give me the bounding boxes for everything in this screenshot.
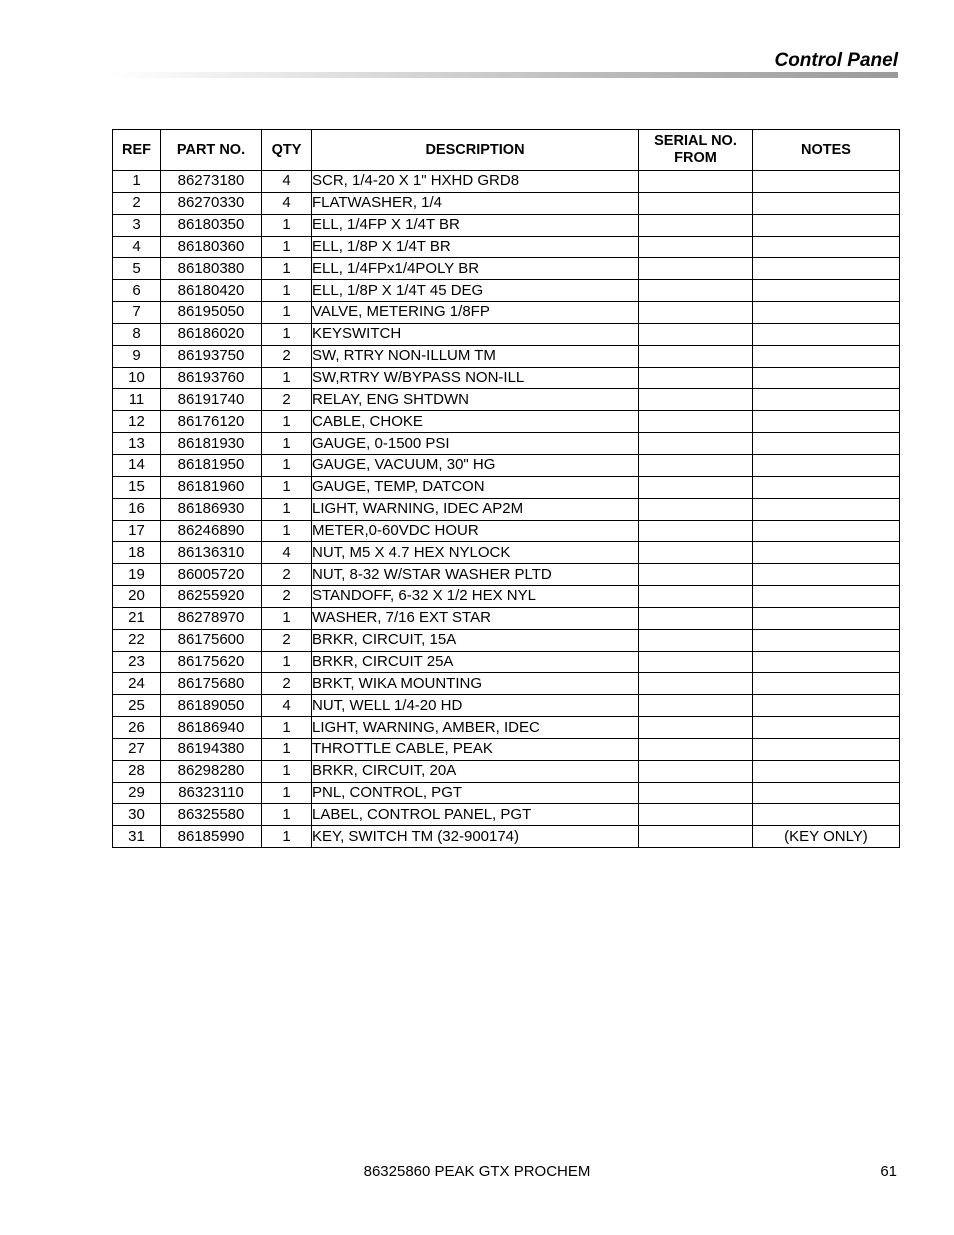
cell-notes bbox=[753, 607, 900, 629]
cell-notes: (KEY ONLY) bbox=[753, 826, 900, 848]
cell-serial-no-from bbox=[639, 192, 753, 214]
cell-notes bbox=[753, 171, 900, 193]
cell-qty: 1 bbox=[262, 454, 312, 476]
cell-description: ELL, 1/8P X 1/4T 45 DEG bbox=[312, 280, 639, 302]
cell-notes bbox=[753, 302, 900, 324]
table-row bbox=[113, 498, 900, 520]
cell-description: LABEL, CONTROL PANEL, PGT bbox=[312, 804, 639, 826]
cell-qty: 4 bbox=[262, 695, 312, 717]
cell-ref: 21 bbox=[113, 607, 161, 629]
cell-description: VALVE, METERING 1/8FP bbox=[312, 302, 639, 324]
table-row bbox=[113, 171, 900, 193]
cell-part-no: 86186930 bbox=[161, 498, 262, 520]
cell-notes bbox=[753, 476, 900, 498]
cell-qty: 4 bbox=[262, 542, 312, 564]
cell-description: SW,RTRY W/BYPASS NON-ILL bbox=[312, 367, 639, 389]
cell-ref: 20 bbox=[113, 586, 161, 608]
cell-ref: 1 bbox=[113, 171, 161, 193]
cell-serial-no-from bbox=[639, 323, 753, 345]
cell-description: NUT, WELL 1/4-20 HD bbox=[312, 695, 639, 717]
cell-serial-no-from bbox=[639, 280, 753, 302]
cell-qty: 2 bbox=[262, 586, 312, 608]
cell-qty: 1 bbox=[262, 302, 312, 324]
cell-ref: 25 bbox=[113, 695, 161, 717]
cell-serial-no-from bbox=[639, 651, 753, 673]
cell-ref: 4 bbox=[113, 236, 161, 258]
table-row bbox=[113, 302, 900, 324]
cell-serial-no-from bbox=[639, 760, 753, 782]
cell-ref: 19 bbox=[113, 564, 161, 586]
cell-part-no: 86181960 bbox=[161, 476, 262, 498]
cell-description: CABLE, CHOKE bbox=[312, 411, 639, 433]
cell-notes bbox=[753, 586, 900, 608]
cell-notes bbox=[753, 192, 900, 214]
cell-description: GAUGE, TEMP, DATCON bbox=[312, 476, 639, 498]
cell-serial-no-from bbox=[639, 433, 753, 455]
cell-qty: 1 bbox=[262, 214, 312, 236]
cell-qty: 4 bbox=[262, 171, 312, 193]
cell-qty: 1 bbox=[262, 476, 312, 498]
cell-serial-no-from bbox=[639, 695, 753, 717]
cell-notes bbox=[753, 433, 900, 455]
cell-serial-no-from bbox=[639, 236, 753, 258]
cell-ref: 2 bbox=[113, 192, 161, 214]
cell-description: ELL, 1/4FPx1/4POLY BR bbox=[312, 258, 639, 280]
cell-serial-no-from bbox=[639, 717, 753, 739]
table-row bbox=[113, 717, 900, 739]
cell-description: STANDOFF, 6-32 X 1/2 HEX NYL bbox=[312, 586, 639, 608]
cell-notes bbox=[753, 498, 900, 520]
cell-serial-no-from bbox=[639, 214, 753, 236]
cell-ref: 23 bbox=[113, 651, 161, 673]
cell-part-no: 86194380 bbox=[161, 738, 262, 760]
cell-qty: 2 bbox=[262, 389, 312, 411]
cell-description: METER,0-60VDC HOUR bbox=[312, 520, 639, 542]
table-row bbox=[113, 323, 900, 345]
cell-part-no: 86186020 bbox=[161, 323, 262, 345]
cell-qty: 1 bbox=[262, 607, 312, 629]
cell-part-no: 86181950 bbox=[161, 454, 262, 476]
table-row bbox=[113, 586, 900, 608]
header-description: DESCRIPTION bbox=[312, 130, 639, 171]
cell-description: FLATWASHER, 1/4 bbox=[312, 192, 639, 214]
table-row bbox=[113, 738, 900, 760]
cell-qty: 1 bbox=[262, 498, 312, 520]
cell-serial-no-from bbox=[639, 607, 753, 629]
cell-ref: 16 bbox=[113, 498, 161, 520]
cell-ref: 7 bbox=[113, 302, 161, 324]
cell-serial-no-from bbox=[639, 804, 753, 826]
header-qty: QTY bbox=[262, 130, 312, 171]
cell-description: SW, RTRY NON-ILLUM TM bbox=[312, 345, 639, 367]
table-row bbox=[113, 782, 900, 804]
cell-qty: 1 bbox=[262, 280, 312, 302]
cell-serial-no-from bbox=[639, 454, 753, 476]
cell-serial-no-from bbox=[639, 367, 753, 389]
cell-part-no: 86180360 bbox=[161, 236, 262, 258]
cell-serial-no-from bbox=[639, 738, 753, 760]
cell-description: KEY, SWITCH TM (32-900174) bbox=[312, 826, 639, 848]
cell-ref: 27 bbox=[113, 738, 161, 760]
cell-serial-no-from bbox=[639, 498, 753, 520]
cell-description: BRKT, WIKA MOUNTING bbox=[312, 673, 639, 695]
cell-notes bbox=[753, 411, 900, 433]
cell-notes bbox=[753, 629, 900, 651]
cell-part-no: 86180350 bbox=[161, 214, 262, 236]
cell-part-no: 86325580 bbox=[161, 804, 262, 826]
cell-part-no: 86278970 bbox=[161, 607, 262, 629]
cell-qty: 1 bbox=[262, 717, 312, 739]
cell-description: KEYSWITCH bbox=[312, 323, 639, 345]
cell-description: ELL, 1/4FP X 1/4T BR bbox=[312, 214, 639, 236]
cell-notes bbox=[753, 280, 900, 302]
cell-qty: 1 bbox=[262, 782, 312, 804]
cell-notes bbox=[753, 542, 900, 564]
cell-ref: 31 bbox=[113, 826, 161, 848]
cell-part-no: 86175600 bbox=[161, 629, 262, 651]
cell-part-no: 86270330 bbox=[161, 192, 262, 214]
cell-serial-no-from bbox=[639, 586, 753, 608]
cell-qty: 1 bbox=[262, 760, 312, 782]
cell-serial-no-from bbox=[639, 171, 753, 193]
cell-part-no: 86175620 bbox=[161, 651, 262, 673]
cell-part-no: 86298280 bbox=[161, 760, 262, 782]
cell-qty: 1 bbox=[262, 236, 312, 258]
cell-part-no: 86191740 bbox=[161, 389, 262, 411]
cell-part-no: 86246890 bbox=[161, 520, 262, 542]
cell-description: LIGHT, WARNING, AMBER, IDEC bbox=[312, 717, 639, 739]
cell-description: NUT, 8-32 W/STAR WASHER PLTD bbox=[312, 564, 639, 586]
cell-ref: 8 bbox=[113, 323, 161, 345]
header-notes: NOTES bbox=[753, 130, 900, 171]
cell-notes bbox=[753, 651, 900, 673]
cell-description: RELAY, ENG SHTDWN bbox=[312, 389, 639, 411]
header-row bbox=[113, 130, 900, 171]
table-row bbox=[113, 520, 900, 542]
cell-qty: 2 bbox=[262, 564, 312, 586]
cell-part-no: 86273180 bbox=[161, 171, 262, 193]
cell-notes bbox=[753, 367, 900, 389]
cell-qty: 2 bbox=[262, 629, 312, 651]
cell-ref: 6 bbox=[113, 280, 161, 302]
table-row bbox=[113, 607, 900, 629]
cell-qty: 1 bbox=[262, 651, 312, 673]
cell-part-no: 86255920 bbox=[161, 586, 262, 608]
cell-description: BRKR, CIRCUIT, 20A bbox=[312, 760, 639, 782]
cell-qty: 1 bbox=[262, 367, 312, 389]
table-row bbox=[113, 695, 900, 717]
cell-serial-no-from bbox=[639, 258, 753, 280]
cell-serial-no-from bbox=[639, 826, 753, 848]
cell-ref: 3 bbox=[113, 214, 161, 236]
cell-ref: 12 bbox=[113, 411, 161, 433]
cell-serial-no-from bbox=[639, 411, 753, 433]
cell-description: NUT, M5 X 4.7 HEX NYLOCK bbox=[312, 542, 639, 564]
parts-table bbox=[112, 129, 900, 848]
cell-serial-no-from bbox=[639, 389, 753, 411]
table-row bbox=[113, 476, 900, 498]
cell-description: THROTTLE CABLE, PEAK bbox=[312, 738, 639, 760]
cell-serial-no-from bbox=[639, 629, 753, 651]
header-part-no: PART NO. bbox=[161, 130, 262, 171]
cell-qty: 4 bbox=[262, 192, 312, 214]
cell-ref: 22 bbox=[113, 629, 161, 651]
cell-ref: 9 bbox=[113, 345, 161, 367]
cell-ref: 10 bbox=[113, 367, 161, 389]
table-row bbox=[113, 804, 900, 826]
cell-part-no: 86195050 bbox=[161, 302, 262, 324]
cell-description: SCR, 1/4-20 X 1" HXHD GRD8 bbox=[312, 171, 639, 193]
cell-description: GAUGE, VACUUM, 30" HG bbox=[312, 454, 639, 476]
table-row bbox=[113, 542, 900, 564]
cell-ref: 24 bbox=[113, 673, 161, 695]
cell-ref: 18 bbox=[113, 542, 161, 564]
cell-part-no: 86193750 bbox=[161, 345, 262, 367]
cell-notes bbox=[753, 258, 900, 280]
parts-table-header bbox=[113, 130, 900, 171]
table-row bbox=[113, 454, 900, 476]
cell-description: WASHER, 7/16 EXT STAR bbox=[312, 607, 639, 629]
table-row bbox=[113, 389, 900, 411]
footer-document-id: 86325860 PEAK GTX PROCHEM bbox=[363, 1163, 591, 1180]
cell-qty: 1 bbox=[262, 520, 312, 542]
cell-notes bbox=[753, 389, 900, 411]
cell-part-no: 86175680 bbox=[161, 673, 262, 695]
cell-notes bbox=[753, 804, 900, 826]
cell-notes bbox=[753, 214, 900, 236]
table-row bbox=[113, 280, 900, 302]
cell-notes bbox=[753, 236, 900, 258]
section-title: Control Panel bbox=[774, 50, 898, 71]
cell-qty: 2 bbox=[262, 345, 312, 367]
cell-part-no: 86005720 bbox=[161, 564, 262, 586]
cell-notes bbox=[753, 695, 900, 717]
cell-serial-no-from bbox=[639, 673, 753, 695]
table-row bbox=[113, 433, 900, 455]
cell-ref: 15 bbox=[113, 476, 161, 498]
cell-notes bbox=[753, 345, 900, 367]
table-row bbox=[113, 236, 900, 258]
page-number: 61 bbox=[880, 1163, 897, 1180]
table-row bbox=[113, 258, 900, 280]
cell-notes bbox=[753, 564, 900, 586]
cell-notes bbox=[753, 520, 900, 542]
cell-qty: 1 bbox=[262, 738, 312, 760]
table-row bbox=[113, 673, 900, 695]
cell-serial-no-from bbox=[639, 564, 753, 586]
cell-description: GAUGE, 0-1500 PSI bbox=[312, 433, 639, 455]
cell-part-no: 86181930 bbox=[161, 433, 262, 455]
table-row bbox=[113, 367, 900, 389]
table-row bbox=[113, 214, 900, 236]
cell-notes bbox=[753, 738, 900, 760]
cell-serial-no-from bbox=[639, 302, 753, 324]
cell-qty: 1 bbox=[262, 411, 312, 433]
table-row bbox=[113, 345, 900, 367]
cell-part-no: 86193760 bbox=[161, 367, 262, 389]
cell-notes bbox=[753, 717, 900, 739]
cell-ref: 11 bbox=[113, 389, 161, 411]
cell-ref: 29 bbox=[113, 782, 161, 804]
table-row bbox=[113, 760, 900, 782]
cell-qty: 2 bbox=[262, 673, 312, 695]
table-row bbox=[113, 826, 900, 848]
cell-notes bbox=[753, 323, 900, 345]
table-row bbox=[113, 651, 900, 673]
cell-serial-no-from bbox=[639, 782, 753, 804]
header-ref: REF bbox=[113, 130, 161, 171]
cell-serial-no-from bbox=[639, 520, 753, 542]
cell-ref: 30 bbox=[113, 804, 161, 826]
table-row bbox=[113, 192, 900, 214]
cell-description: BRKR, CIRCUIT, 15A bbox=[312, 629, 639, 651]
parts-table-body bbox=[113, 171, 900, 848]
cell-part-no: 86189050 bbox=[161, 695, 262, 717]
cell-qty: 1 bbox=[262, 826, 312, 848]
cell-ref: 5 bbox=[113, 258, 161, 280]
table-row bbox=[113, 629, 900, 651]
cell-serial-no-from bbox=[639, 476, 753, 498]
cell-serial-no-from bbox=[639, 542, 753, 564]
cell-description: ELL, 1/8P X 1/4T BR bbox=[312, 236, 639, 258]
cell-serial-no-from bbox=[639, 345, 753, 367]
cell-part-no: 86180380 bbox=[161, 258, 262, 280]
cell-ref: 26 bbox=[113, 717, 161, 739]
cell-part-no: 86323110 bbox=[161, 782, 262, 804]
title-rule bbox=[110, 72, 898, 78]
cell-ref: 17 bbox=[113, 520, 161, 542]
cell-qty: 1 bbox=[262, 433, 312, 455]
cell-notes bbox=[753, 782, 900, 804]
cell-description: PNL, CONTROL, PGT bbox=[312, 782, 639, 804]
cell-part-no: 86186940 bbox=[161, 717, 262, 739]
cell-part-no: 86176120 bbox=[161, 411, 262, 433]
cell-notes bbox=[753, 673, 900, 695]
table-row bbox=[113, 564, 900, 586]
cell-ref: 13 bbox=[113, 433, 161, 455]
cell-qty: 1 bbox=[262, 804, 312, 826]
cell-part-no: 86180420 bbox=[161, 280, 262, 302]
header-serial-no-from: SERIAL NO. FROM bbox=[639, 130, 753, 171]
cell-qty: 1 bbox=[262, 258, 312, 280]
cell-notes bbox=[753, 760, 900, 782]
table-row bbox=[113, 411, 900, 433]
cell-qty: 1 bbox=[262, 323, 312, 345]
cell-part-no: 86136310 bbox=[161, 542, 262, 564]
cell-notes bbox=[753, 454, 900, 476]
cell-description: LIGHT, WARNING, IDEC AP2M bbox=[312, 498, 639, 520]
cell-description: BRKR, CIRCUIT 25A bbox=[312, 651, 639, 673]
cell-ref: 28 bbox=[113, 760, 161, 782]
cell-ref: 14 bbox=[113, 454, 161, 476]
cell-part-no: 86185990 bbox=[161, 826, 262, 848]
